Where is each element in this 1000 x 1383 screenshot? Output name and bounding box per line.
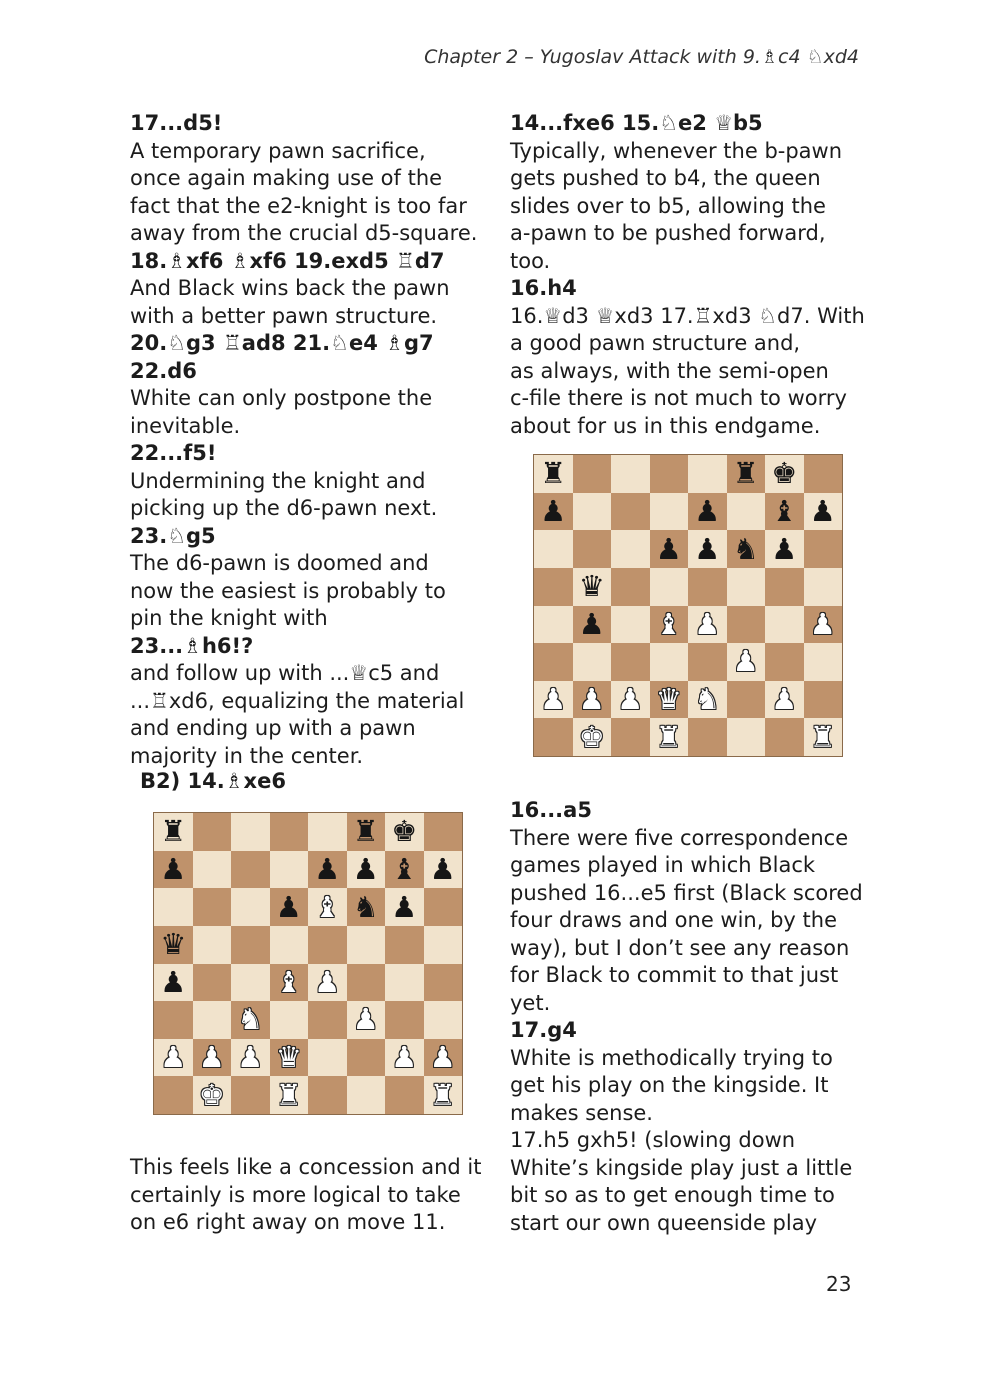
square-g6 bbox=[385, 888, 424, 926]
square-c3 bbox=[231, 1001, 270, 1039]
black-pawn-icon: ♟ bbox=[540, 493, 567, 528]
square-d2 bbox=[270, 1039, 309, 1077]
text-line: get his play on the kingside. It bbox=[510, 1073, 829, 1097]
square-a7 bbox=[534, 493, 573, 531]
square-b7 bbox=[573, 493, 612, 531]
square-e3 bbox=[308, 1001, 347, 1039]
text-line: gets pushed to b4, the queen bbox=[510, 166, 821, 190]
black-queen-icon: ♛ bbox=[160, 927, 187, 962]
square-h4 bbox=[424, 964, 463, 1002]
text-line: White can only postpone the bbox=[130, 386, 433, 410]
white-pawn-icon: ♟ bbox=[732, 644, 759, 679]
black-pawn-icon: ♟ bbox=[160, 964, 187, 999]
text-line: a good pawn structure and, bbox=[510, 331, 801, 355]
text-line: And Black wins back the pawn bbox=[130, 276, 450, 300]
square-h8 bbox=[804, 455, 843, 493]
square-c1 bbox=[231, 1076, 270, 1114]
text-line: yet. bbox=[510, 990, 551, 1015]
text-line: way), but I don’t see any reason bbox=[510, 935, 850, 960]
text-line: Typically, whenever the b-pawn bbox=[510, 138, 843, 163]
black-king-icon: ♚ bbox=[771, 456, 798, 491]
text-line: This feels like a concession and it bbox=[130, 1155, 482, 1179]
square-c2 bbox=[231, 1039, 270, 1077]
square-h2 bbox=[424, 1039, 463, 1077]
square-e8 bbox=[688, 455, 727, 493]
black-pawn-icon: ♟ bbox=[391, 889, 418, 924]
black-rook-icon: ♜ bbox=[732, 456, 759, 491]
black-pawn-icon: ♟ bbox=[275, 889, 302, 924]
square-b1 bbox=[193, 1076, 232, 1114]
square-a6 bbox=[534, 530, 573, 568]
black-pawn-icon: ♟ bbox=[809, 493, 836, 528]
move-line: 16.h4 bbox=[510, 276, 577, 300]
square-b7 bbox=[193, 851, 232, 889]
square-f1 bbox=[347, 1076, 386, 1114]
square-c8 bbox=[231, 813, 270, 851]
black-knight-icon: ♞ bbox=[732, 531, 759, 566]
white-bishop-icon: ♝ bbox=[655, 606, 682, 641]
square-d6 bbox=[270, 888, 309, 926]
square-f7 bbox=[347, 851, 386, 889]
text-line: games played in which Black bbox=[510, 853, 816, 877]
square-e4 bbox=[688, 606, 727, 644]
black-pawn-icon: ♟ bbox=[314, 851, 341, 886]
square-b3 bbox=[573, 643, 612, 681]
running-header: Chapter 2 – Yugoslav Attack with 9.♗c4 ♘xd4 bbox=[424, 46, 859, 68]
move-line: 20.♘g3 ♖ad8 21.♘e4 ♗g7 22.d6 bbox=[130, 331, 434, 383]
square-f8 bbox=[727, 455, 766, 493]
square-b2 bbox=[573, 681, 612, 719]
square-d7 bbox=[650, 493, 689, 531]
square-g4 bbox=[385, 964, 424, 1002]
square-c5 bbox=[611, 568, 650, 606]
text-line: ...♖xd6, equalizing the material bbox=[130, 688, 465, 713]
square-d2 bbox=[650, 681, 689, 719]
white-pawn-icon: ♟ bbox=[540, 682, 567, 717]
black-pawn-icon: ♟ bbox=[694, 531, 721, 566]
square-e1 bbox=[688, 718, 727, 756]
text-line: fact that the e2-knight is too far bbox=[130, 193, 467, 218]
square-c7 bbox=[611, 493, 650, 531]
square-g1 bbox=[765, 718, 804, 756]
text-line: inevitable. bbox=[130, 413, 241, 438]
black-bishop-icon: ♝ bbox=[771, 493, 798, 528]
square-b4 bbox=[573, 606, 612, 644]
square-g4 bbox=[765, 606, 804, 644]
text-line: four draws and one win, by the bbox=[510, 908, 837, 932]
square-a1 bbox=[534, 718, 573, 756]
black-rook-icon: ♜ bbox=[160, 814, 187, 849]
black-queen-icon: ♛ bbox=[578, 569, 605, 604]
square-a8 bbox=[154, 813, 193, 851]
text-line: now the easiest is probably to bbox=[130, 578, 446, 603]
square-g2 bbox=[385, 1039, 424, 1077]
chess-diagram-16h4 bbox=[533, 454, 843, 757]
square-a8 bbox=[534, 455, 573, 493]
white-knight-icon: ♞ bbox=[694, 682, 721, 717]
square-h3 bbox=[424, 1001, 463, 1039]
square-c4 bbox=[231, 964, 270, 1002]
square-a2 bbox=[154, 1039, 193, 1077]
square-e6 bbox=[308, 888, 347, 926]
square-c6 bbox=[611, 530, 650, 568]
black-knight-icon: ♞ bbox=[352, 889, 379, 924]
square-g8 bbox=[765, 455, 804, 493]
white-pawn-icon: ♟ bbox=[771, 682, 798, 717]
section-title: B2) 14.♗xe6 bbox=[140, 769, 286, 793]
square-g7 bbox=[765, 493, 804, 531]
square-a3 bbox=[534, 643, 573, 681]
square-c3 bbox=[611, 643, 650, 681]
text-line: Undermining the knight and bbox=[130, 468, 426, 493]
square-b4 bbox=[193, 964, 232, 1002]
square-g7 bbox=[385, 851, 424, 889]
square-a7 bbox=[154, 851, 193, 889]
white-pawn-icon: ♟ bbox=[391, 1040, 418, 1075]
text-line: c-file there is not much to worry bbox=[510, 386, 847, 410]
square-a1 bbox=[154, 1076, 193, 1114]
square-f7 bbox=[727, 493, 766, 531]
text-line: The d6-pawn is doomed and bbox=[130, 551, 429, 575]
square-f6 bbox=[347, 888, 386, 926]
square-g1 bbox=[385, 1076, 424, 1114]
square-c6 bbox=[231, 888, 270, 926]
white-rook-icon: ♜ bbox=[809, 719, 836, 754]
white-queen-icon: ♛ bbox=[275, 1040, 302, 1075]
text-line: a-pawn to be pushed forward, bbox=[510, 221, 826, 245]
square-h4 bbox=[804, 606, 843, 644]
white-pawn-icon: ♟ bbox=[314, 964, 341, 999]
white-king-icon: ♚ bbox=[578, 719, 605, 754]
page-number: 23 bbox=[826, 1272, 852, 1296]
square-b3 bbox=[193, 1001, 232, 1039]
text-line: 17.h5 gxh5! (slowing down bbox=[510, 1128, 796, 1152]
square-d3 bbox=[650, 643, 689, 681]
right-column-text bbox=[510, 110, 870, 440]
move-line: 22...f5! bbox=[130, 441, 217, 465]
text-line: pushed 16...e5 first (Black scored bbox=[510, 880, 863, 905]
white-pawn-icon: ♟ bbox=[694, 606, 721, 641]
square-c4 bbox=[611, 606, 650, 644]
square-e8 bbox=[308, 813, 347, 851]
white-pawn-icon: ♟ bbox=[237, 1040, 264, 1075]
square-d1 bbox=[270, 1076, 309, 1114]
left-column-text bbox=[130, 110, 490, 770]
square-b5 bbox=[193, 926, 232, 964]
move-line: 23.♘g5 bbox=[130, 523, 216, 548]
square-b5 bbox=[573, 568, 612, 606]
square-d6 bbox=[650, 530, 689, 568]
text-line: picking up the d6-pawn next. bbox=[130, 496, 438, 520]
move-line: 17.g4 bbox=[510, 1018, 577, 1042]
white-knight-icon: ♞ bbox=[237, 1002, 264, 1037]
right-bottom-text bbox=[510, 797, 870, 1237]
square-h7 bbox=[804, 493, 843, 531]
square-f5 bbox=[347, 926, 386, 964]
square-b8 bbox=[573, 455, 612, 493]
square-d5 bbox=[650, 568, 689, 606]
square-f4 bbox=[727, 606, 766, 644]
black-bishop-icon: ♝ bbox=[391, 851, 418, 886]
square-h3 bbox=[804, 643, 843, 681]
square-h1 bbox=[804, 718, 843, 756]
square-e3 bbox=[688, 643, 727, 681]
text-line: makes sense. bbox=[510, 1100, 653, 1125]
black-pawn-icon: ♟ bbox=[771, 531, 798, 566]
move-line: 16...a5 bbox=[510, 798, 592, 822]
text-line: certainly is more logical to take bbox=[130, 1182, 461, 1207]
move-line: 18.♗xf6 ♗xf6 19.exd5 ♖d7 bbox=[130, 248, 445, 273]
square-e1 bbox=[308, 1076, 347, 1114]
square-a4 bbox=[154, 964, 193, 1002]
square-d4 bbox=[270, 964, 309, 1002]
white-pawn-icon: ♟ bbox=[578, 682, 605, 717]
move-line: 14...fxe6 15.♘e2 ♕b5 bbox=[510, 111, 763, 135]
square-c1 bbox=[611, 718, 650, 756]
square-b8 bbox=[193, 813, 232, 851]
square-c5 bbox=[231, 926, 270, 964]
square-g2 bbox=[765, 681, 804, 719]
text-line: A temporary pawn sacrifice, bbox=[130, 138, 426, 163]
square-d8 bbox=[650, 455, 689, 493]
text-line: majority in the center. bbox=[130, 743, 364, 768]
square-h7 bbox=[424, 851, 463, 889]
square-f2 bbox=[347, 1039, 386, 1077]
square-e5 bbox=[308, 926, 347, 964]
white-bishop-icon: ♝ bbox=[314, 889, 341, 924]
square-c8 bbox=[611, 455, 650, 493]
left-bottom-text bbox=[130, 1154, 500, 1237]
square-h5 bbox=[424, 926, 463, 964]
black-pawn-icon: ♟ bbox=[429, 851, 456, 886]
square-f8 bbox=[347, 813, 386, 851]
square-e4 bbox=[308, 964, 347, 1002]
square-d8 bbox=[270, 813, 309, 851]
square-e5 bbox=[688, 568, 727, 606]
square-e7 bbox=[308, 851, 347, 889]
black-pawn-icon: ♟ bbox=[160, 851, 187, 886]
white-queen-icon: ♛ bbox=[655, 682, 682, 717]
square-a5 bbox=[154, 926, 193, 964]
square-h6 bbox=[424, 888, 463, 926]
square-a5 bbox=[534, 568, 573, 606]
square-f2 bbox=[727, 681, 766, 719]
square-d3 bbox=[270, 1001, 309, 1039]
move-line: 23...♗h6!? bbox=[130, 633, 254, 658]
text-line: and ending up with a pawn bbox=[130, 716, 416, 740]
square-d1 bbox=[650, 718, 689, 756]
white-bishop-icon: ♝ bbox=[275, 964, 302, 999]
square-g6 bbox=[765, 530, 804, 568]
white-king-icon: ♚ bbox=[198, 1077, 225, 1112]
square-f5 bbox=[727, 568, 766, 606]
square-f3 bbox=[347, 1001, 386, 1039]
text-line: too. bbox=[510, 248, 551, 273]
square-g5 bbox=[765, 568, 804, 606]
black-pawn-icon: ♟ bbox=[578, 606, 605, 641]
text-line: pin the knight with bbox=[130, 606, 328, 630]
square-b6 bbox=[193, 888, 232, 926]
square-h2 bbox=[804, 681, 843, 719]
white-rook-icon: ♜ bbox=[275, 1077, 302, 1112]
text-line: slides over to b5, allowing the bbox=[510, 193, 826, 218]
black-pawn-icon: ♟ bbox=[352, 851, 379, 886]
square-g3 bbox=[385, 1001, 424, 1039]
square-f6 bbox=[727, 530, 766, 568]
text-line: with a better pawn structure. bbox=[130, 303, 438, 328]
white-pawn-icon: ♟ bbox=[617, 682, 644, 717]
white-pawn-icon: ♟ bbox=[429, 1040, 456, 1075]
square-e2 bbox=[308, 1039, 347, 1077]
square-h1 bbox=[424, 1076, 463, 1114]
square-c7 bbox=[231, 851, 270, 889]
square-g3 bbox=[765, 643, 804, 681]
text-line: about for us in this endgame. bbox=[510, 413, 821, 438]
text-line: and follow up with ...♕c5 and bbox=[130, 661, 440, 685]
square-b1 bbox=[573, 718, 612, 756]
square-h5 bbox=[804, 568, 843, 606]
move-line: 17...d5! bbox=[130, 111, 223, 135]
white-pawn-icon: ♟ bbox=[352, 1002, 379, 1037]
white-pawn-icon: ♟ bbox=[160, 1040, 187, 1075]
square-d7 bbox=[270, 851, 309, 889]
square-a2 bbox=[534, 681, 573, 719]
black-rook-icon: ♜ bbox=[352, 814, 379, 849]
text-line: as always, with the semi-open bbox=[510, 358, 829, 383]
white-pawn-icon: ♟ bbox=[198, 1040, 225, 1075]
chess-diagram-b2 bbox=[153, 812, 463, 1115]
white-pawn-icon: ♟ bbox=[809, 606, 836, 641]
black-pawn-icon: ♟ bbox=[655, 531, 682, 566]
square-f1 bbox=[727, 718, 766, 756]
square-g5 bbox=[385, 926, 424, 964]
square-b2 bbox=[193, 1039, 232, 1077]
square-d5 bbox=[270, 926, 309, 964]
square-h8 bbox=[424, 813, 463, 851]
white-rook-icon: ♜ bbox=[655, 719, 682, 754]
text-line: White’s kingside play just a little bbox=[510, 1155, 853, 1180]
square-f3 bbox=[727, 643, 766, 681]
black-rook-icon: ♜ bbox=[540, 456, 567, 491]
square-f4 bbox=[347, 964, 386, 1002]
text-line: There were five correspondence bbox=[510, 825, 849, 850]
square-c2 bbox=[611, 681, 650, 719]
text-line: away from the crucial d5-square. bbox=[130, 221, 478, 245]
text-line: 16.♕d3 ♕xd3 17.♖xd3 ♘d7. With bbox=[510, 303, 865, 328]
square-e6 bbox=[688, 530, 727, 568]
square-g8 bbox=[385, 813, 424, 851]
square-d4 bbox=[650, 606, 689, 644]
text-line: for Black to commit to that just bbox=[510, 963, 839, 987]
square-a6 bbox=[154, 888, 193, 926]
text-line: once again making use of the bbox=[130, 166, 443, 190]
black-pawn-icon: ♟ bbox=[694, 493, 721, 528]
white-rook-icon: ♜ bbox=[429, 1077, 456, 1112]
black-king-icon: ♚ bbox=[391, 814, 418, 849]
text-line: bit so as to get enough time to bbox=[510, 1183, 835, 1207]
square-e7 bbox=[688, 493, 727, 531]
text-line: start our own queenside play bbox=[510, 1210, 818, 1235]
square-b6 bbox=[573, 530, 612, 568]
text-line: on e6 right away on move 11. bbox=[130, 1210, 446, 1234]
text-line: White is methodically trying to bbox=[510, 1045, 833, 1070]
square-h6 bbox=[804, 530, 843, 568]
square-a3 bbox=[154, 1001, 193, 1039]
square-a4 bbox=[534, 606, 573, 644]
square-e2 bbox=[688, 681, 727, 719]
